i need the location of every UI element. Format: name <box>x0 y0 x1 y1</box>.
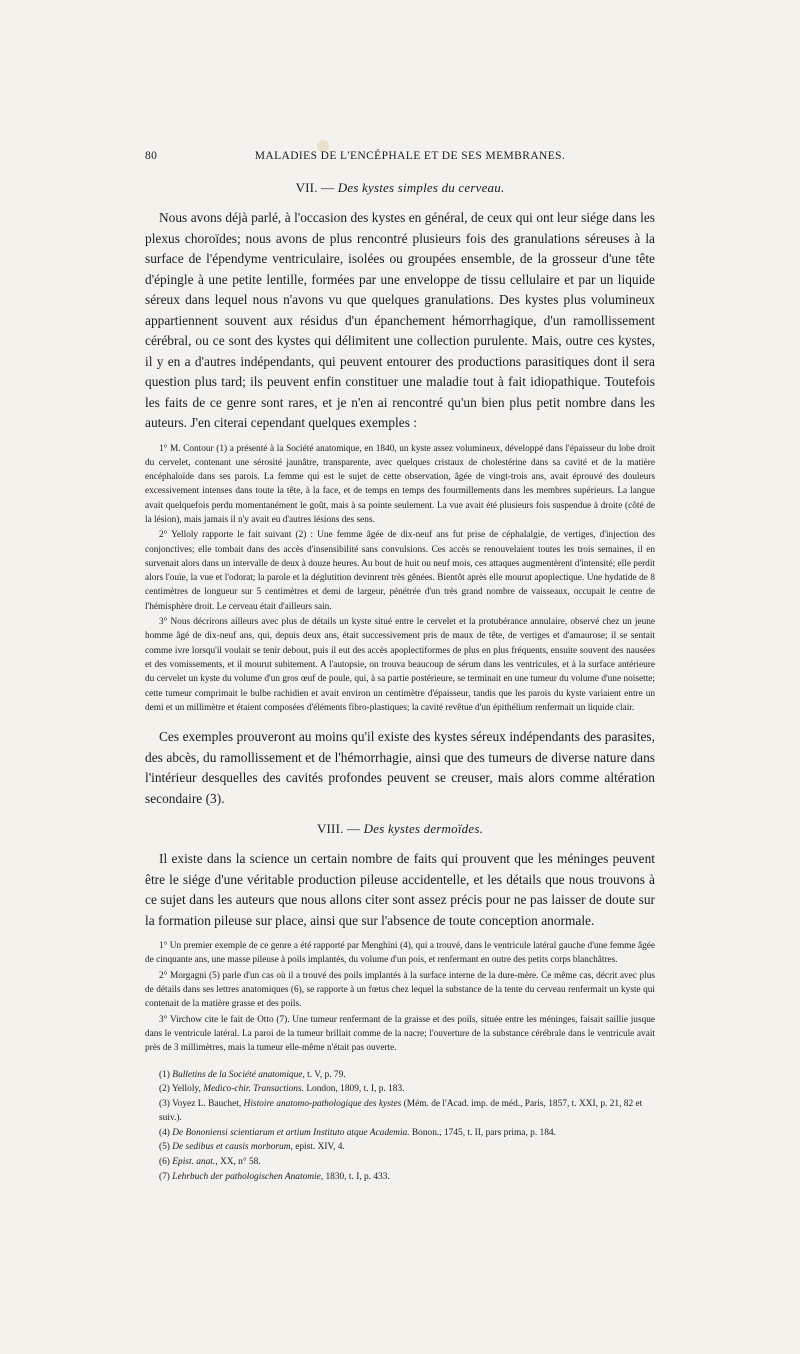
footnotes <box>145 1068 655 1185</box>
footnote-detail: Bonon., 1745, t. II, pars prima, p. 184. <box>409 1127 556 1138</box>
case-paragraph: 1° Un premier exemple de ce genre a été rapporté par Menghini (4), qui a trouvé, dans le ventricule latéral gauche d'une femme âgée de cinquante ans, une masse pileuse à poils implantés, du volume d'un pois, et renfermant en outre des petits corps blanchâtres. <box>145 941 655 966</box>
running-head <box>145 150 655 168</box>
footnote <box>145 1068 655 1083</box>
footnote-author: Voyez L. Bauchet, <box>172 1098 244 1109</box>
footnote-number: (4) <box>159 1127 170 1138</box>
footnote-title: Epist. anat., <box>172 1157 218 1168</box>
footnote-detail: London, 1809, t. I, p. 183. <box>303 1084 405 1095</box>
footnote-title: Bulletins de la Société anatomique, <box>172 1069 305 1080</box>
footnote-author: Yelloly, <box>171 1084 204 1095</box>
footnote-title: De Bononiensi scientiarum et artium Instituto atque Academia. <box>172 1127 410 1138</box>
footnote-detail: epist. XIV, 4. <box>292 1142 345 1153</box>
footnote <box>145 1140 655 1155</box>
body-paragraph: Nous avons déjà parlé, à l'occasion des kystes en général, de ceux qui ont leur siége dans les plexus choroïdes; nous avons de plus rencontré plusieurs fois des granulations séreuses à la surface de l'épendyme ventriculaire, isolées ou groupées ensemble, de la grosseur d'une tête d'épingle à une petite lentille, formées par une enveloppe de tissu cellulaire et par un liquide séreux dans lequel nous n'avons vu que quelques granulations. Des kystes plus volumineux appartiennent souvent aux résidus d'un épanchement hémorrhagique, d'un ramollissement cérébral, ou ce sont des kystes qui délimitent une collection purulente. Mais, outre ces kystes, il y en a d'autres indépendants, qui peuvent entourer des productions parasitiques dont il sera question plus tard; ils peuvent enfin constituer une maladie tout à fait idiopathique. Toutefois les faits de ce genre sont rares, et je n'en ai rencontré qu'un bien plus petit nombre dans les auteurs. J'en citerai cependant quelques exemples : <box>145 210 655 430</box>
section-heading-viii <box>145 821 655 837</box>
footnote-number: (6) <box>159 1157 170 1168</box>
footnote-number: (5) <box>159 1142 170 1153</box>
section-title: Des kystes simples du cerveau. <box>337 180 505 195</box>
footnote-detail: t. V, p. 79. <box>304 1069 346 1080</box>
page-number: 80 <box>145 150 158 162</box>
case-paragraph: 3° Virchow cite le fait de Otto (7). Une tumeur renfermant de la graisse et des poils, située entre les méninges, faisait saillie jusque dans le ventricule latéral. La paroi de la tumeur brillait comme de la nacre; l'ouverture de la substance cérébrale dans le ventricule avait près de 3 millimètres, mais la tumeur elle-même n'était pas ouverte. <box>145 1014 655 1054</box>
case-paragraph: 3° Nous décrirons ailleurs avec plus de détails un kyste situé entre le cervelet et la protubérance annulaire, observé chez un jeune homme âgé de dix-neuf ans, qui, depuis deux ans, était successivement pris de maux de tête, de vertiges et d'amaurose; il se sentait comme ivre lorsqu'il voulait se tenir debout, puis il eut des accès apoplectiformes de plus en plus fréquents, ensuite souvent des nausées et des vomissements, et il mourut subitement. A l'autopsie, on trouva beaucoup de sérum dans les ventricules, et à la surface antérieure du cervelet un kyste du volume d'un gros œuf de poule, qui, à sa partie postérieure, se terminait en une tumeur du volume d'une noisette; cette tumeur comprimait le bulbe rachidien et avait environ un centimètre d'épaisseur, tandis que les parois du kyste variaient entre un demi et un millimètre et étaient composées d'éléments fibro-plastiques; la cavité revêtue d'un épithélium renfermait un liquide clair. <box>145 617 655 713</box>
footnote-detail: XX, n° 58. <box>217 1157 261 1168</box>
body-paragraph: Ces exemples prouveront au moins qu'il existe des kystes séreux indépendants des parasites, des abcès, du ramollissement et de l'hémorrhagie, ainsi que des tumeurs de diverse nature dans l'intérieur desquelles des cavités profondes peuvent se creuser, mais alors comme altération secondaire (3). <box>145 729 655 806</box>
case-paragraph: 2° Yelloly rapporte le fait suivant (2) : Une femme âgée de dix-neuf ans fut prise de céphalalgie, de vertiges, d'injection des conjonctives; elle tombait dans des accès d'insensibilité sans convulsions. Ces accès se renouvelaient toutes les trois semaines, il en survenait alors dans un intervalle de deux à douze heures. Au bout de huit ou neuf mois, ces attaques augmentèrent d'intensité; elle perdit alors l'ouïe, la vue et l'odorat; la parole et la déglutition devinrent très gênées. Bientôt après elle mourut apoplectique. Une hydatide de 8 centimètres de longueur sur 5 centimètres et demi de largeur, pénétrée d'un très grand nombre de vaisseaux, occupait le centre de l'hémisphère droit. Le cerveau était d'ailleurs sain. <box>145 530 655 612</box>
body-paragraph: Il existe dans la science un certain nombre de faits qui prouvent que les méninges peuvent être le siége d'une véritable production pileuse accidentelle, et les détails que nous trouvons à ce sujet dans les auteurs que nous allons citer sont assez précis pour ne pas laisser de doute sur la formation pileuse sur place, ainsi que sur l'absence de toute conception anormale. <box>145 851 655 928</box>
footnote-title: Lehrbuch der pathologischen Anatomie, <box>172 1171 324 1182</box>
footnote-title: Histoire anatomo-pathologique des kystes <box>243 1098 402 1109</box>
footnote <box>145 1170 655 1185</box>
footnote <box>145 1097 655 1126</box>
footnote-title: De sedibus et causis morborum, <box>172 1142 293 1153</box>
section-title: Des kystes dermoïdes. <box>363 821 484 837</box>
case-list <box>145 939 655 1055</box>
running-title: MALADIES DE L'ENCÉPHALE ET DE SES MEMBRANES. <box>254 150 566 162</box>
book-page <box>145 150 655 1184</box>
footnote-number: (1) <box>159 1069 170 1080</box>
footnote-number: (7) <box>159 1171 170 1182</box>
footnote <box>145 1155 655 1170</box>
footnote-detail: (Mém. de l'Acad. imp. de méd., Paris, 1857, t. XXI, p. 21, 82 et suiv.). <box>159 1098 643 1124</box>
footnote-title: Medico-chir. Transactions. <box>203 1084 304 1095</box>
footnote <box>145 1082 655 1097</box>
footnote <box>145 1126 655 1141</box>
section-number: VIII. — <box>316 821 361 837</box>
case-paragraph: 2° Morgagni (5) parle d'un cas où il a trouvé des poils implantés à la surface interne de la dure-mère. Ce même cas, décrit avec plus de détails dans ses lettres anatomiques (6), se rapporte à un fœtus chez lequel la substance de la tente du cerveau renfermait un kyste qui contenait de la matière grasse et des poils. <box>145 970 655 1010</box>
section-heading-vii <box>145 180 655 196</box>
case-paragraph: 1° M. Contour (1) a présenté à la Société anatomique, en 1840, un kyste assez volumineux, développé dans l'épaisseur du lobe droit du cervelet, contenant une sérosité jaunâtre, transparente, avec quelques cristaux de cholestérine dans sa cavité et de la matière encéphaloïde dans ses parois. La femme qui est le sujet de cette observation, âgée de vingt-trois ans, avait éprouvé des douleurs excessivement intenses dans toute la tête, à la face, et de temps en temps des fourmillements dans les membres supérieurs. La langue avait quelquefois perdu momentanément le goût, mais à sa pointe seulement. La vue avait été plusieurs fois suspendue à droite (côté de la lésion), mais jamais il n'y avait eu d'autres lésions des sens. <box>145 443 655 525</box>
footnote-detail: 1830, t. I, p. 433. <box>323 1171 390 1182</box>
footnote-number: (3) <box>159 1098 170 1109</box>
footnote-number: (2) <box>159 1084 170 1095</box>
section-number: VII. — <box>295 180 335 195</box>
case-list <box>145 442 655 716</box>
